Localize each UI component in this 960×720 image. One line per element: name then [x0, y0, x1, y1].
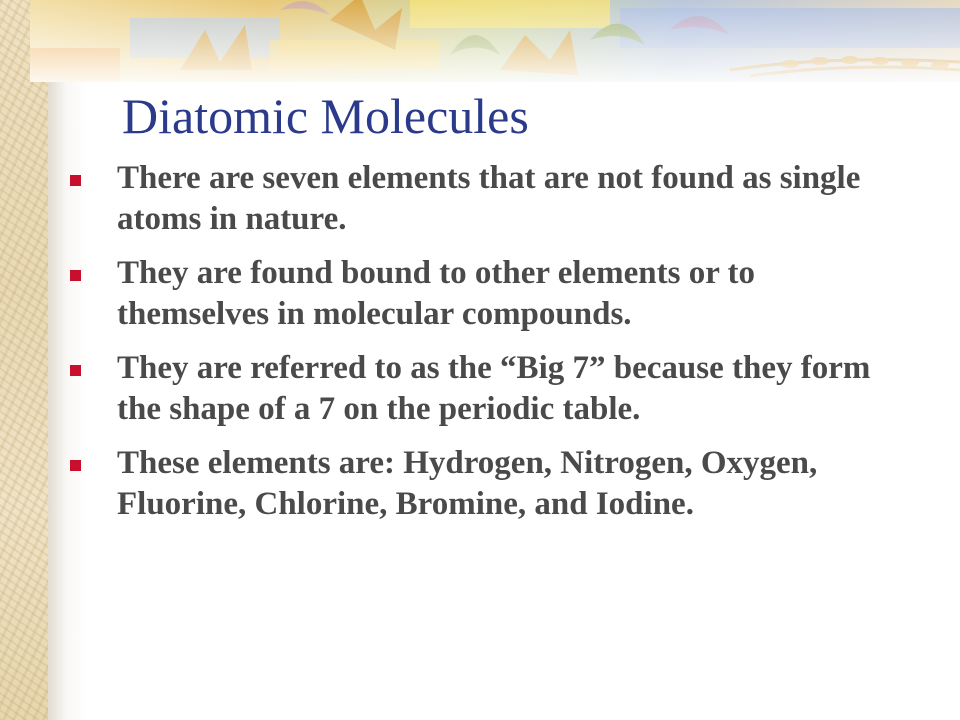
- list-item: [66, 253, 896, 335]
- list-item: [66, 348, 896, 430]
- bullet-list: [66, 158, 896, 538]
- square-bullet-icon: [70, 460, 81, 471]
- bullet-text: There are seven elements that are not found as single atoms in nature.: [117, 160, 861, 237]
- decorative-leaf-banner: [30, 0, 960, 82]
- square-bullet-icon: [70, 175, 81, 186]
- slide-title: Diatomic Molecules: [122, 88, 529, 144]
- parchment-side-strip: [0, 0, 48, 720]
- bullet-text: They are referred to as the “Big 7” because they form the shape of a 7 on the periodic table.: [117, 350, 871, 427]
- bullet-text: These elements are: Hydrogen, Nitrogen, Oxygen, Fluorine, Chlorine, Bromine, and Iodine.: [117, 445, 818, 522]
- list-item: [66, 443, 896, 525]
- square-bullet-icon: [70, 270, 81, 281]
- square-bullet-icon: [70, 365, 81, 376]
- bullet-text: They are found bound to other elements or to themselves in molecular compounds.: [117, 255, 756, 332]
- list-item: [66, 158, 896, 240]
